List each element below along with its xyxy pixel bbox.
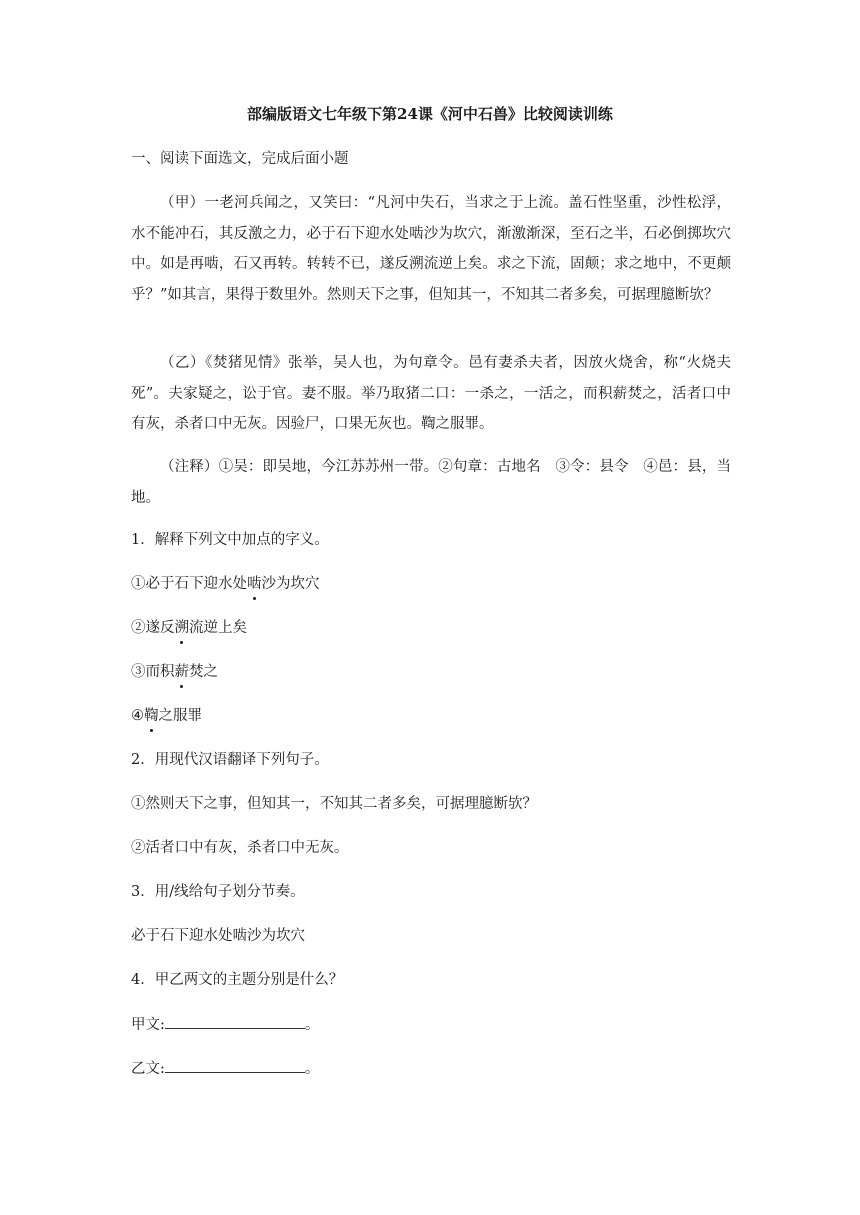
question-3-sentence: 必于石下迎水处啮沙为坎穴 (131, 928, 305, 944)
answer-line-jia (131, 1014, 319, 1035)
question-4-prompt: 4．甲乙两文的主题分别是什么？ (131, 972, 344, 988)
dotted-character: 薪 (174, 664, 189, 680)
answer-end-mark: 。 (304, 1061, 320, 1077)
dotted-character: 鞫 (144, 708, 159, 724)
answer-label: 甲文: (131, 1017, 165, 1033)
question-1-item (131, 574, 320, 594)
question-1-prompt: 1．解释下列文中加点的字义。 (131, 532, 329, 548)
question-3-prompt: 3．用/线给句子划分节奏。 (131, 884, 305, 900)
answer-label: 乙文: (131, 1061, 165, 1077)
item-text: ③而积 (131, 664, 175, 680)
question-1-item (131, 706, 202, 726)
answer-blank[interactable] (165, 1058, 305, 1073)
item-text: ④ (131, 708, 144, 724)
passage-yi: （乙）《焚猪见情》张举，吴人也，为句章令。邑有妻杀夫者，因放火烧舍，称“火烧夫死”。夫家疑之，讼于官。妻不服。举乃取猪二口：一杀之，一活之，而积薪焚之，活者口中有灰，杀者口中无灰。因验尸，口果无灰也。鞫之服罪。 (131, 355, 731, 432)
answer-end-mark: 。 (304, 1017, 320, 1033)
question-1-item (131, 662, 218, 682)
answer-line-yi (131, 1058, 319, 1079)
dotted-character: 啮 (247, 576, 262, 592)
item-text: 沙为坎穴 (261, 576, 320, 592)
question-2-prompt: 2．用现代汉语翻译下列句子。 (131, 752, 329, 768)
question-2-item: ②活者口中有灰，杀者口中无灰。 (131, 840, 349, 856)
item-text: ②遂反 (131, 620, 175, 636)
passage-notes: （注释）①吴：即吴地，今江苏苏州一带。②句章：古地名 ③令：县令 ④邑：县，当地。 (131, 459, 731, 506)
document-title: 部编版语文七年级下第24课《河中石兽》比较阅读训练 (247, 105, 613, 123)
item-text: 流逆上矣 (189, 620, 247, 636)
dotted-character: 溯 (174, 620, 189, 636)
question-1-item (131, 618, 247, 638)
passage-jia: （甲）一老河兵闻之，又笑曰：“凡河中失石，当求之于上流。盖石性坚重，沙性松浮，水不能冲石，其反激之力，必于石下迎水处啮沙为坎穴，渐激渐深，至石之半，石必倒掷坎穴中。如是再啮，石又再转。转转不已，遂反溯流逆上矣。求之下流，固颠；求之地中，不更颠乎？”如其言，果得于数里外。然则天下之事，但知其一，不知其二者多矣，可据理臆断欤？ (131, 195, 731, 303)
answer-blank[interactable] (165, 1014, 305, 1029)
item-text: ①必于石下迎水处 (131, 576, 247, 592)
item-text: 焚之 (189, 664, 218, 680)
item-text: 之服罪 (158, 708, 202, 724)
section-heading: 一、阅读下面选文，完成后面小题 (131, 151, 349, 167)
question-2-item: ①然则天下之事，但知其一，不知其二者多矣，可据理臆断欤？ (131, 796, 537, 812)
